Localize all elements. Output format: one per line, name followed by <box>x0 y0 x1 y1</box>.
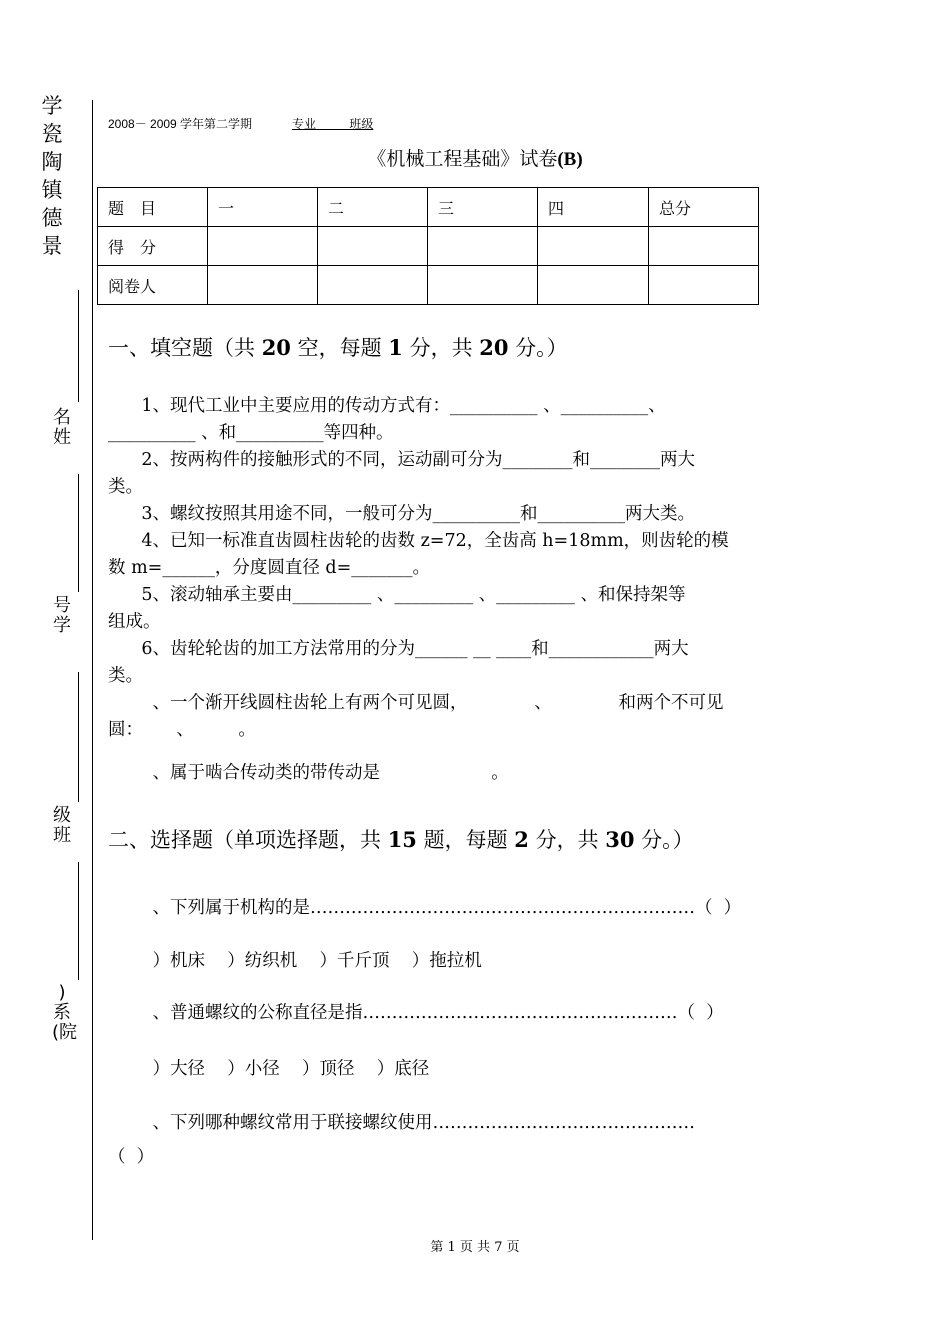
table-cell[interactable] <box>318 266 428 305</box>
choice-question: 、下列哪种螺纹常用于联接螺纹使用……………………………………… <box>108 1113 696 1133</box>
sidebar-line <box>78 862 79 980</box>
heading-number: 20 <box>261 335 291 360</box>
table-cell[interactable] <box>649 266 759 305</box>
question-line: __________ 、和__________等四种。 <box>108 423 394 443</box>
table-cell[interactable] <box>208 266 318 305</box>
table-cell[interactable] <box>428 227 538 266</box>
school-name-char-5: 德 <box>41 206 63 230</box>
table-cell[interactable] <box>538 227 649 266</box>
score-table <box>97 187 759 305</box>
heading-text: 分。） <box>634 828 694 852</box>
question-line: 6、齿轮轮齿的加工方法常用的分为______ __ ____和____________两大 <box>108 639 689 659</box>
table-row <box>98 266 759 305</box>
heading-text: 分，共 <box>528 828 606 852</box>
sidebar-line <box>78 290 79 402</box>
table-cell[interactable] <box>318 227 428 266</box>
school-name-char-2: 瓷 <box>41 122 63 146</box>
table-row <box>98 227 759 266</box>
table-cell: 阅卷人 <box>98 266 208 305</box>
exam-version: (B) <box>557 149 583 170</box>
school-name-char-1: 学 <box>41 94 63 118</box>
heading-text: 题，每题 <box>416 828 515 852</box>
choice-question: 、普通螺纹的公称直径是指………………………………………………（ ） <box>108 1003 724 1023</box>
table-cell: 三 <box>428 188 538 227</box>
question-line: 5、滚动轴承主要由_________ 、_________ 、_________ 、和保持架等 <box>108 585 686 605</box>
id-label: 号学 <box>53 595 71 636</box>
question-line: 3、螺纹按照其用途不同，一般可分为__________和__________两大类。 <box>108 504 696 524</box>
sidebar-line <box>78 474 79 592</box>
heading-text: 分。） <box>508 336 568 360</box>
question-line: 2、按两构件的接触形式的不同，运动副可分为________和________两大 <box>108 450 696 470</box>
question-line: 数 m=______，分度圆直径 d=_______。 <box>108 558 430 578</box>
section-1-heading <box>108 332 568 362</box>
heading-number: 20 <box>479 335 509 360</box>
exam-title <box>0 144 950 174</box>
dept-label: )系(院 <box>52 982 78 1043</box>
heading-number: 2 <box>514 827 529 852</box>
school-name-char-3: 陶 <box>41 150 63 174</box>
table-cell: 一 <box>208 188 318 227</box>
school-name-char-4: 镇 <box>41 178 63 202</box>
question-line: 圆： 、 。 <box>108 720 256 740</box>
table-cell: 题 目 <box>98 188 208 227</box>
table-cell[interactable] <box>649 227 759 266</box>
question-line: 1、现代工业中主要应用的传动方式有：__________ 、__________、 <box>108 396 666 416</box>
section-2-heading <box>108 824 694 854</box>
question-line: 组成。 <box>108 612 161 632</box>
heading-text: 分，共 <box>402 336 480 360</box>
table-cell[interactable] <box>538 266 649 305</box>
question-line: 、属于啮合传动类的带传动是 。 <box>108 763 509 783</box>
choice-question: 、下列属于机构的是…………………………………………………………（ ） <box>108 898 742 918</box>
table-cell[interactable] <box>428 266 538 305</box>
question-line: 类。 <box>108 477 143 497</box>
table-cell: 二 <box>318 188 428 227</box>
heading-number: 1 <box>388 335 403 360</box>
name-label: 名姓 <box>53 407 71 448</box>
binding-line <box>92 100 93 1240</box>
question-line: 类。 <box>108 666 143 686</box>
choice-options: ）机床 ）纺织机 ）千斤顶 ）拖拉机 <box>108 951 482 971</box>
page-number: 第 1 页 共 7 页 <box>430 1240 520 1255</box>
heading-text: 空，每题 <box>290 336 389 360</box>
question-line: 、一个渐开线圆柱齿轮上有两个可见圆， 、 和两个不可见 <box>108 693 724 713</box>
major-header: 专业 班级 <box>292 117 374 131</box>
table-cell[interactable] <box>208 227 318 266</box>
heading-number: 30 <box>605 827 635 852</box>
choice-options: ）大径 ）小径 ）顶径 ）底径 <box>108 1059 430 1079</box>
table-cell: 总分 <box>649 188 759 227</box>
table-cell: 四 <box>538 188 649 227</box>
class-label: 级班 <box>53 805 71 846</box>
sidebar-line <box>78 672 79 802</box>
heading-text: 一、填空题（共 <box>108 336 262 360</box>
question-line: 4、已知一标准直齿圆柱齿轮的齿数 z=72，全齿高 h=18mm，则齿轮的模 <box>108 531 729 551</box>
exam-title-text: 《机械工程基础》试卷 <box>367 148 558 170</box>
school-name-char-6: 景 <box>41 234 63 258</box>
table-row <box>98 188 759 227</box>
table-cell: 得 分 <box>98 227 208 266</box>
term-header: 2008－ 2009 学年第二学期 <box>108 117 253 131</box>
heading-number: 15 <box>387 827 417 852</box>
choice-answer-bracket: （ ） <box>108 1147 155 1167</box>
heading-text: 二、选择题（单项选择题，共 <box>108 828 388 852</box>
